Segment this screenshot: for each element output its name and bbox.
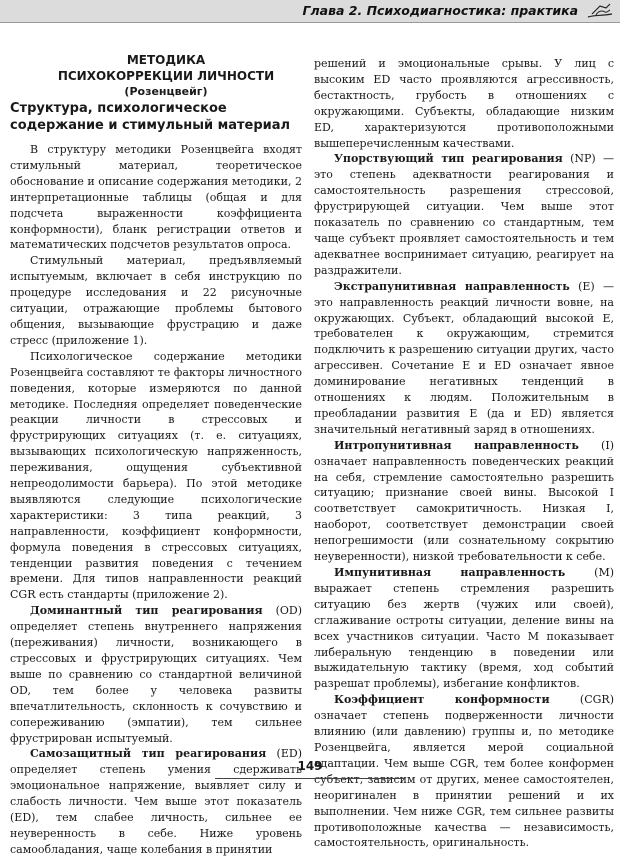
- paragraph: [314, 151, 614, 278]
- definition: (OD) определяет степень внутреннего напряжения (переживания) личности, возникающего в стрессовых и фрустрирующих ситуациях. Чем выше по сравнению со стандартной величиной OD, тем более у человека развиты впечатлительность, склонность к сочувствию и сопереживанию (эмпатии), тем сильнее фрустрирован испытуемый.: [10, 604, 303, 745]
- paragraph: Стимульный материал, предъявляемый испытуемым, включает в себя инструкцию по процедуре исследования и 22 рисуночные ситуации, отражающие проблемы бытового общения, вызывающие фрустрацию и даже стресс (приложение 1).: [10, 254, 302, 347]
- definition: (Е) — это направленность реакций личности вовне, на окружающих. Субъект, обладающий высокой Е, требователен к окружающим, стремится подключить к разрешению ситуации других, часто агрессивен. Сочетание Е и ED означает явное доминирование негативных тенденций в отношениях к людям. Положительным в преобладании развития Е (да и ED) является значительный негативный заряд в отношениях.: [314, 279, 614, 436]
- term: Упорствующий тип реагирования: [334, 152, 563, 166]
- definition: (I) означает направленность поведенческих реакций на себя, стремление самостоятельно разрешить ситуацию; признание своей вины. Высокой I соответствует самокритичность. Низкая I, наоборот, соответствует демонстрации своей непогрешимости (или сознательному сокрытию неуверенности), низкой требовательности к себе.: [314, 438, 614, 564]
- running-header: [0, 0, 620, 23]
- chapter-title: Глава 2. Психодиагностика: практика: [302, 3, 578, 18]
- definition: (NP) — это степень адекватности реагирования и самостоятельность разрешения стрессовой, фрустрирующей ситуации. Чем выше этот показатель по сравнению со стандартным, тем чаще субъект проявляет самостоятельность и тем адекватнее воспринимает ситуацию, реагирует на раздражители.: [314, 152, 614, 277]
- right-column: [314, 56, 614, 851]
- paragraph: решений и эмоциональные срывы. У лиц с высоким ED часто проявляются агрессивность, бестактность, грубость в отношениях с окружающими. Субъекты, обладающие низким ED, характеризуются противоположными вышеперечисленным качествами.: [314, 57, 614, 150]
- paragraph: [314, 279, 614, 438]
- term: Коэффициент конформности: [334, 693, 550, 707]
- definition: (CGR) означает степень подверженности личности влиянию (или давлению) группы и, по методике Розенцвейга, является мерой социальной адаптации. Чем выше CGR, тем более конформен субъект, зависим от других, менее самостоятелен, неоригинален в принятии решений и их выполнении. Чем ниже CGR, тем сильнее развиты противоположные качества — независимость, самостоятельность, оригинальность.: [314, 693, 614, 850]
- footer-divider: [215, 778, 405, 779]
- method-subtitle: (Розенцвейг): [124, 85, 208, 98]
- left-column: [10, 52, 302, 858]
- term: Самозащитный тип реагирования: [30, 747, 267, 761]
- method-title-line-1: МЕТОДИКА: [126, 53, 206, 67]
- method-title-line-2: ПСИХОКОРРЕКЦИИ ЛИЧНОСТИ: [57, 69, 275, 83]
- section-heading: Структура, психологическое содержание и стимульный материал: [10, 101, 291, 133]
- term: Доминантный тип реагирования: [30, 604, 263, 618]
- term: Импунитивная направленность: [334, 566, 566, 579]
- page-number: 149: [297, 759, 323, 773]
- term: Интропунитивная направленность: [334, 438, 579, 452]
- paragraph: [314, 438, 614, 565]
- term: Экстрапунитивная направленность: [334, 279, 570, 293]
- writing-hand-icon: [586, 2, 614, 20]
- paragraph: [10, 603, 302, 746]
- paragraph: Психологическое содержание методики Розенцвейга составляют те факторы личностного поведения, которые измеряются по данной методике. Последняя определяет поведенческие реакции личности в стрессовых и фрустрирующих ситуациях (т. е. ситуациях, вызывающих психологическую напряженность, переживания, ощущения субъективной непреодолимости барьера). По этой методике выявляются следующие психологические характеристики: 3 типа реакций, 3 направленности, коэффициент конформности, формула поведения в стрессовых ситуациях, тенденции развития поведения с течением времени. Для типов направленности реакций CGR есть стандарты (приложение 2).: [10, 349, 302, 602]
- paragraph: В структуру методики Розенцвейга входят стимульный материал, теоретическое обоснование и описание содержания методики, 2 интерпретационные таблицы (общая и для подсчета выраженности коэффициента конформности), бланк регистрации ответов и математических подсчетов результатов опроса.: [10, 143, 302, 252]
- paragraph: [314, 565, 614, 692]
- definition: (М) выражает степень стремления разрешить ситуацию без жертв (чужих или своей), сглаживание остроты ситуации, деление вины на всех участников ситуации. Часто М показывает либеральную тенденцию в поведении или выжидательную тактику (время, ход событий разрешат проблемы), избегание конфликтов.: [314, 566, 614, 691]
- definition: (ED) определяет степень умения сдерживать эмоциональное напряжение, выявляет силу и слабость личности. Чем выше этот показатель (ED), тем слабее личность, сильнее ее неуверенность в себе. Ниже уровень самообладания, чаще колебания в принятии: [10, 747, 302, 856]
